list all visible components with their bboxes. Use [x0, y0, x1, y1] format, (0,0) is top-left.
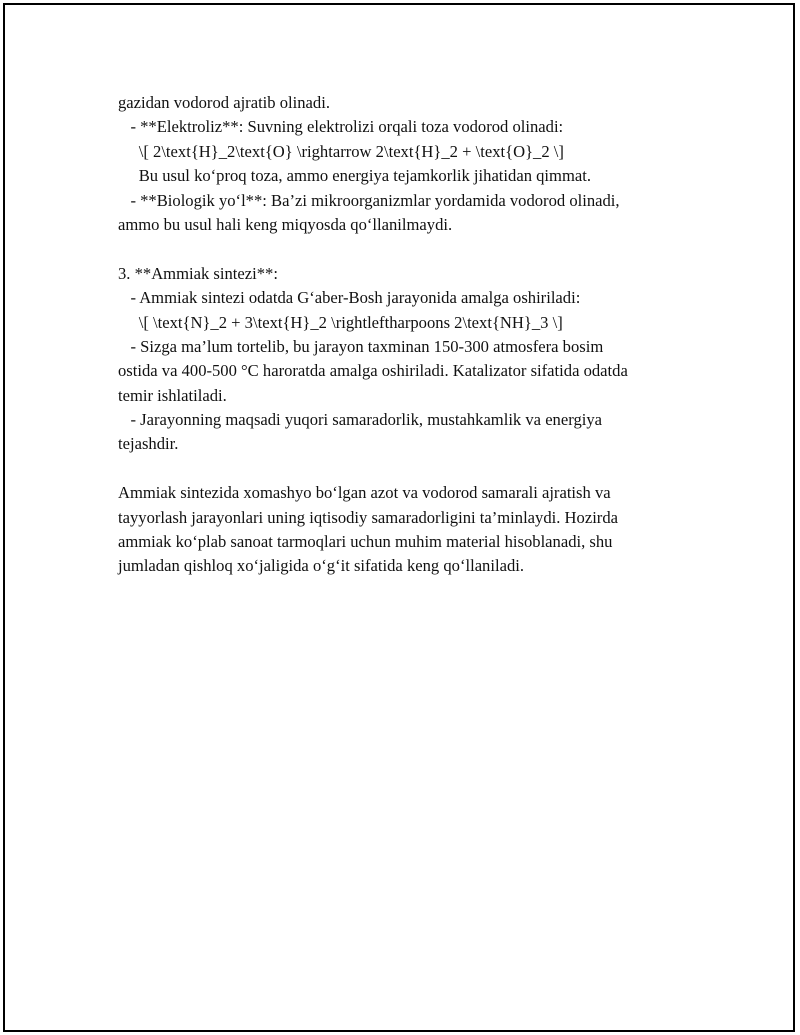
text-line: Ammiak sintezida xomashyo bo‘lgan azot va vodorod samarali ajratish va: [118, 483, 611, 503]
text-line: tayyorlash jarayonlari uning iqtisodiy samaradorligini ta’minlaydi. Hozirda: [118, 507, 618, 527]
text-line: ostida va 400-500 °C haroratda amalga oshiriladi. Katalizator sifatida odatda: [118, 361, 628, 381]
section-heading: 3. **Ammiak sintezi**:: [118, 263, 278, 283]
list-item-biological: - **Biologik yo‘l**: Ba’zi mikroorganizmlar yordamida vodorod olinadi,: [118, 190, 620, 210]
text-line: jumladan qishloq xo‘jaligida o‘g‘it sifatida keng qo‘llaniladi.: [118, 556, 524, 576]
list-item-conditions: - Sizga ma’lum tortelib, bu jarayon taxminan 150-300 atmosfera bosim: [118, 336, 604, 356]
text-line: ammo bu usul hali keng miqyosda qo‘llanilmaydi.: [118, 214, 453, 234]
equation-ammonia: \[ \text{N}_2 + 3\text{H}_2 \rightleftharpoons 2\text{NH}_3 \]: [118, 312, 563, 332]
list-item-haber-bosch: - Ammiak sintezi odatda G‘aber-Bosh jarayonida amalga oshiriladi:: [118, 288, 581, 308]
paragraph-gap: [118, 457, 698, 481]
document-body: [118, 91, 698, 579]
paragraph-gap: [118, 237, 698, 261]
paragraph-hydrogen-methods: [118, 91, 698, 237]
paragraph-conclusion: [118, 481, 698, 579]
text-line: ammiak ko‘plab sanoat tarmoqlari uchun muhim material hisoblanadi, shu: [118, 532, 613, 552]
text-line: temir ishlatiladi.: [118, 385, 227, 405]
paragraph-ammonia-synthesis: [118, 262, 698, 457]
text-line: Bu usul ko‘proq toza, ammo energiya tejamkorlik jihatidan qimmat.: [118, 166, 591, 186]
list-item-goal: - Jarayonning maqsadi yuqori samaradorlik, mustahkamlik va energiya: [118, 410, 603, 430]
list-item-electrolysis: - **Elektroliz**: Suvning elektrolizi orqali toza vodorod olinadi:: [118, 117, 564, 137]
equation-electrolysis: \[ 2\text{H}_2\text{O} \rightarrow 2\text{H}_2 + \text{O}_2 \]: [118, 141, 564, 161]
text-line: gazidan vodorod ajratib olinadi.: [118, 93, 330, 112]
text-line: tejashdir.: [118, 434, 179, 454]
